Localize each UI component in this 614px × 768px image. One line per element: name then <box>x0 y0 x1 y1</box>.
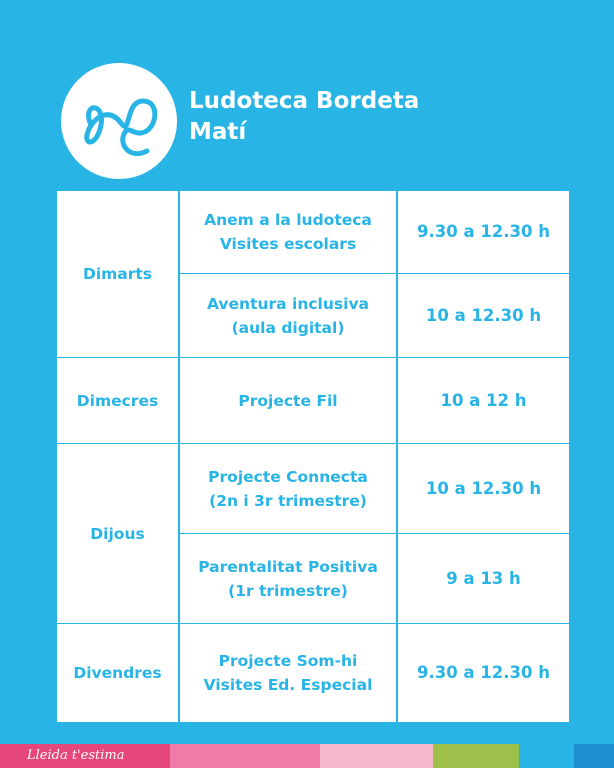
activity-line: Anem a la ludoteca <box>204 211 372 229</box>
time-label: 10 a 12.30 h <box>425 478 542 498</box>
logo <box>61 63 177 179</box>
strip-segment <box>433 744 519 768</box>
brand-wordmark: Lleida t'estima <box>27 748 125 763</box>
strip-segment <box>320 744 433 768</box>
activity-cell <box>180 624 396 722</box>
strip-segment <box>170 744 320 768</box>
time-label: 10 a 12.30 h <box>425 305 542 325</box>
title-line-1: Ludoteca Bordeta <box>189 88 420 114</box>
time-label: 9 a 13 h <box>446 568 521 588</box>
activity-cell <box>180 191 396 273</box>
activity-cell <box>180 274 396 357</box>
activity-line: Projecte Fil <box>238 391 338 410</box>
ribbon-loop-icon <box>61 63 177 179</box>
day-cell-divendres <box>57 624 178 722</box>
time-label: 9.30 a 12.30 h <box>416 663 550 682</box>
title-line-2: Matí <box>189 119 247 145</box>
activity-line: Projecte Som-hi <box>218 652 358 670</box>
day-label: Dijous <box>90 524 145 543</box>
time-cell <box>398 444 569 533</box>
activity-line: Projecte Connecta <box>208 467 368 486</box>
time-label: 10 a 12 h <box>440 390 527 410</box>
page-title <box>189 86 419 148</box>
activity-cell <box>180 534 396 623</box>
time-cell <box>398 358 569 443</box>
activity-line: (2n i 3r trimestre) <box>209 491 367 510</box>
activity-line: Visites Ed. Especial <box>203 676 373 694</box>
time-cell <box>398 274 569 357</box>
strip-segment <box>519 744 574 768</box>
day-label: Dimecres <box>76 391 159 410</box>
activity-line: (aula digital) <box>231 318 345 337</box>
time-label: 9.30 a 12.30 h <box>416 222 550 241</box>
day-label: Dimarts <box>82 265 153 283</box>
day-cell-dimecres <box>57 358 178 443</box>
schedule-table <box>57 191 569 721</box>
strip-segment <box>574 744 614 768</box>
activity-line: Visites escolars <box>219 235 357 253</box>
day-cell-dijous <box>57 444 178 623</box>
activity-cell <box>180 444 396 533</box>
time-cell <box>398 624 569 722</box>
day-cell-dimarts <box>57 191 178 357</box>
activity-line: (1r trimestre) <box>228 581 348 600</box>
activity-cell <box>180 358 396 443</box>
day-label: Divendres <box>73 664 162 682</box>
activity-line: Parentalitat Positiva <box>198 557 378 576</box>
time-cell <box>398 191 569 273</box>
activity-line: Aventura inclusiva <box>206 294 370 313</box>
time-cell <box>398 534 569 623</box>
